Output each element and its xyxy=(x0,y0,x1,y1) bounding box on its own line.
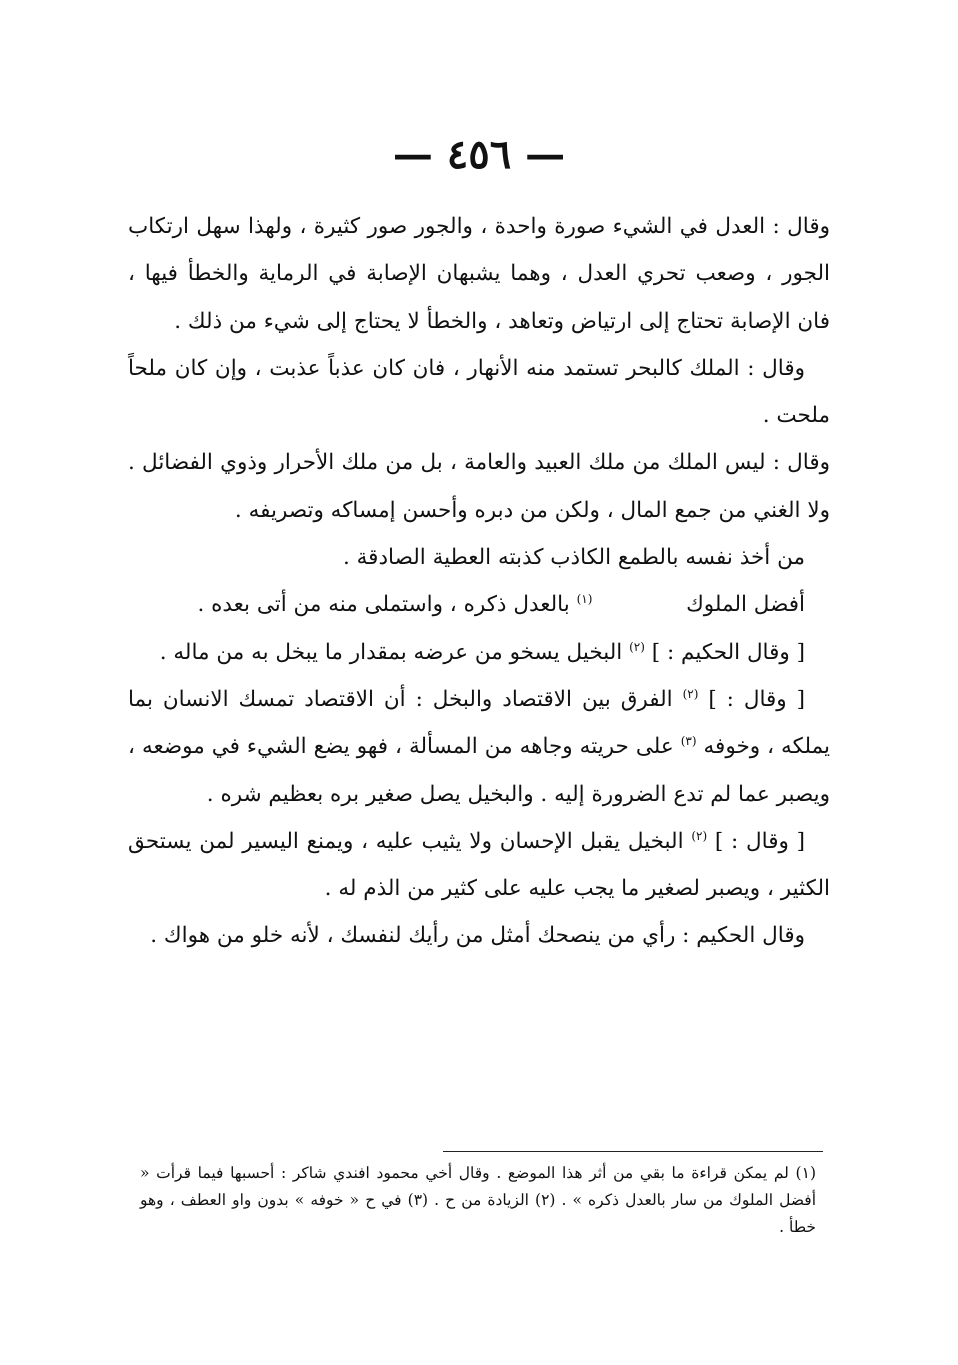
main-text xyxy=(128,203,830,960)
footnote-2: (٢) الزيادة من ح . xyxy=(434,1191,556,1209)
footnote-ref: (١) xyxy=(576,592,593,607)
footnote-divider xyxy=(443,1151,823,1152)
page-number: — ٤٥٦ — xyxy=(392,131,566,178)
paragraph-greed: من أخذ نفسه بالطمع الكاذب كذبته العطية الصادقة . xyxy=(342,545,805,571)
footnote-ref: (٢) xyxy=(629,639,645,654)
footnote-ref: (٣) xyxy=(680,734,697,749)
paragraph-miser-honor: [ وقال الحكيم : ] $^{(٢)}$ البخيل يسخو من عرضه بمقدار ما يبخل به من ماله . xyxy=(159,639,805,665)
paragraph-advice: وقال الحكيم : رأي من ينصحك أمثل من رأيك لنفسك ، لأنه خلو من هواك . xyxy=(150,923,805,949)
paragraph-true-king: وقال : ليس الملك من ملك العبيد والعامة ، بل من ملك الأحرار وذوي الفضائل . ولا الغني من جمع المال ، ولكن من دبره وأحسن إمساكه وتصريفه . xyxy=(128,450,830,523)
footnote-ref: (٢) xyxy=(682,686,699,701)
footnote-3: (٣) في ح « خوفه » بدون واو العطف ، وهو خطأ . xyxy=(140,1191,816,1236)
paragraph-thrift-vs-miserliness: [ وقال : ] $^{(٢)}$ الفرق بين الاقتصاد والبخل : أن الاقتصاد تمسك الانسان بما يملكه ، وخوفه $^{(٣)}$ على حريته وجاهه من المسألة ، فهو يضع الشيء في موضعه ، ويصبر عما لم تدع الضرورة إليه . والبخيل يصل صغير بره بعظيم شره . xyxy=(128,686,830,807)
paragraph-justice: وقال : العدل في الشيء صورة واحدة ، والجور صور كثيرة ، ولهذا سهل ارتكاب الجور ، وصعب تحري العدل ، وهما يشبهان الإصابة في الرماية والخطأ فيها ، فان الإصابة تحتاج إلى ارتياض وتعاهد ، والخطأ لا يحتاج إلى شيء من ذلك . xyxy=(128,214,830,334)
paragraph-miser-kindness: [ وقال : ] $^{(٢)}$ البخيل يقبل الإحسان ولا يثيب عليه ، ويمنع اليسير لمن يستحق الكثير ، ويصبر لصغير ما يجب عليه على كثير من الذم له . xyxy=(128,828,830,902)
footnote-ref: (٢) xyxy=(691,828,708,843)
paragraph-best-kings: أفضل الملوك $^{(١)}$ بالعدل ذكره ، واستملى منه من أتى بعده . xyxy=(197,592,805,618)
paragraph-king-sea: وقال : الملك كالبحر تستمد منه الأنهار ، فان كان عذباً عذبت ، وإن كان ملحاً ملحت . xyxy=(128,355,830,429)
footnote-1: (١) لم يمكن قراءة ما بقي من أثر هذا الموضع . وقال أخي محمود افندي شاكر : أحسبها فيما قرأت « أفضل الملوك من سار بالعدل ذكره » . xyxy=(140,1164,816,1209)
footnotes xyxy=(140,1160,816,1241)
